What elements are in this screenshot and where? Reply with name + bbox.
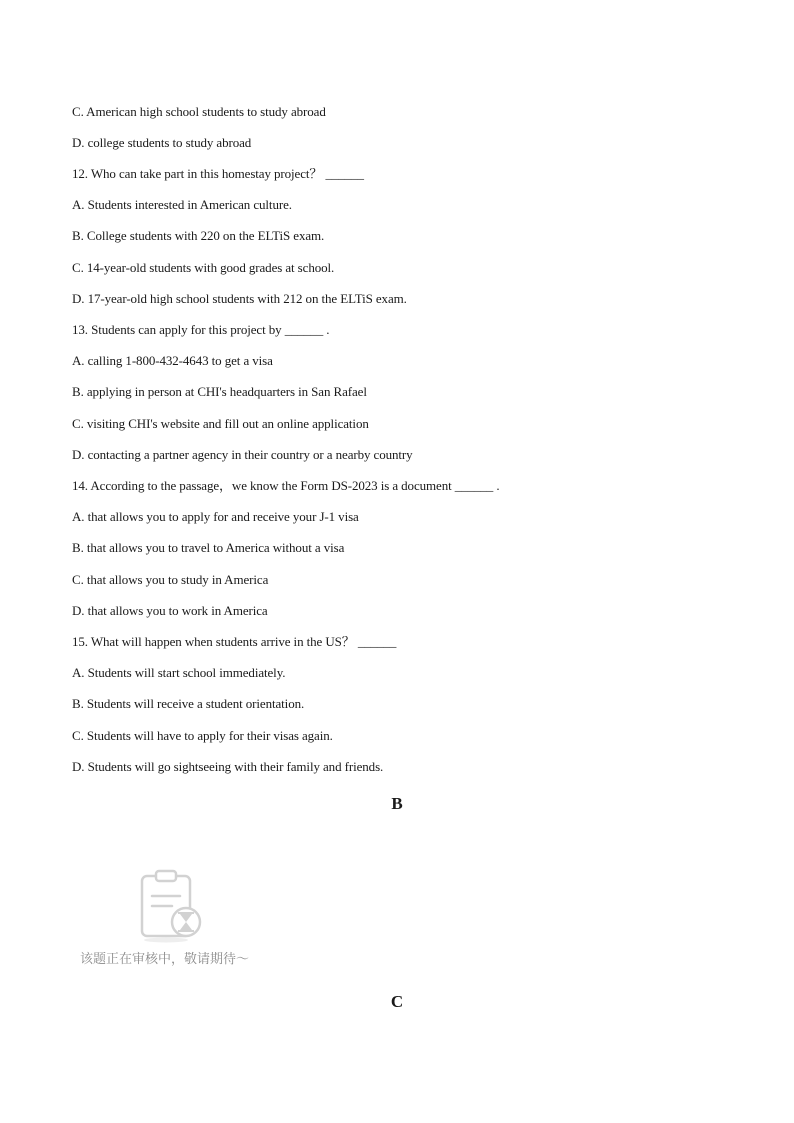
- option-14c: C. that allows you to study in America: [72, 572, 269, 587]
- under-review-placeholder: [80, 868, 280, 968]
- option-11c: C. American high school students to study abroad: [72, 104, 326, 119]
- option-15b: B. Students will receive a student orientation.: [72, 696, 305, 711]
- option-13d: D. contacting a partner agency in their country or a nearby country: [72, 447, 413, 462]
- clipboard-hourglass-icon: [136, 868, 208, 944]
- option-13c: C. visiting CHI's website and fill out an online application: [72, 416, 369, 431]
- option-14b: B. that allows you to travel to America without a visa: [72, 540, 345, 555]
- option-12d: D. 17-year-old high school students with 212 on the ELTiS exam.: [72, 291, 407, 306]
- option-12a: A. Students interested in American culture.: [72, 197, 292, 212]
- option-14d: D. that allows you to work in America: [72, 603, 268, 618]
- question-12: 12. Who can take part in this homestay project？ ______: [72, 166, 364, 181]
- section-b-heading: B: [391, 794, 403, 813]
- option-13b: B. applying in person at CHI's headquarters in San Rafael: [72, 384, 367, 399]
- section-c-heading: C: [390, 992, 404, 1011]
- question-13: 13. Students can apply for this project by ______ .: [72, 322, 330, 337]
- question-15: 15. What will happen when students arrive in the US？ ______: [72, 634, 397, 649]
- option-12b: B. College students with 220 on the ELTiS exam.: [72, 228, 325, 243]
- option-11d: D. college students to study abroad: [72, 135, 252, 150]
- under-review-caption: 该题正在审核中，敬请期待～: [80, 952, 250, 967]
- option-14a: A. that allows you to apply for and receive your J-1 visa: [72, 509, 359, 524]
- option-15d: D. Students will go sightseeing with their family and friends.: [72, 759, 384, 774]
- option-15c: C. Students will have to apply for their visas again.: [72, 728, 333, 743]
- option-12c: C. 14-year-old students with good grades at school.: [72, 260, 335, 275]
- option-15a: A. Students will start school immediately.: [72, 665, 286, 680]
- option-13a: A. calling 1-800-432-4643 to get a visa: [72, 353, 273, 368]
- question-14: 14. According to the passage，we know the Form DS-2023 is a document ______ .: [72, 478, 500, 493]
